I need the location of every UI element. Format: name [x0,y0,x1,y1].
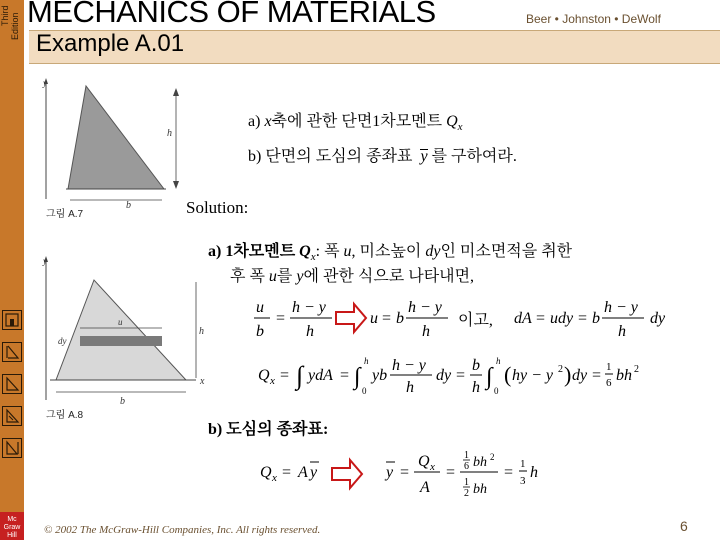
edition-label [0,0,22,44]
nav-last-button[interactable] [2,438,22,458]
svg-text:h: h [472,379,480,396]
svg-text:Q: Q [418,453,430,470]
nav-next-button[interactable] [2,406,22,426]
first-page-icon [3,343,21,361]
svg-text:=: = [592,367,602,384]
svg-text:=: = [456,367,466,384]
svg-text:h: h [406,379,414,396]
svg-text:b: b [592,310,600,327]
footer-copyright: © 2002 The McGraw-Hill Companies, Inc. All rights reserved. [44,524,321,536]
svg-text:bh: bh [473,455,487,470]
svg-text:h: h [496,356,501,366]
prev-page-icon [3,375,21,393]
header-title: MECHANICS OF MATERIALS [27,0,436,29]
svg-text:6: 6 [606,377,612,389]
svg-text:1: 1 [464,450,469,461]
svg-text:=: = [400,464,410,481]
svg-text:h: h [530,464,538,481]
fig-a7-label-h: h [167,128,172,139]
solution-a-text2: , 미소높이 [351,243,426,260]
solution-a-l2-3: 에 관한 식으로 나타내면, [303,268,475,285]
problem-a-sym: Q [446,113,458,130]
svg-text:=: = [382,310,392,327]
problem-b-sym: y [420,148,428,165]
svg-text:h: h [306,323,314,340]
equation-centroid [256,444,576,504]
svg-text:bh: bh [616,367,632,384]
svg-text:Q: Q [258,367,270,384]
solution-heading: Solution: [186,198,249,217]
svg-text:bh: bh [473,482,487,497]
svg-text:dy: dy [572,367,588,384]
problem-b-text: 단면의 도심의 종좌표 [265,148,413,165]
sidebar [0,0,24,540]
svg-text:=: = [578,310,588,327]
fig-a7-caption: 그림 A.7 [46,209,84,220]
svg-text:u: u [370,310,378,327]
equation-first-moment [254,350,654,400]
svg-text:=: = [504,464,514,481]
solution-part-a-line1 [208,238,572,263]
solution-part-b-label: b) 도심의 종좌표: [208,421,329,438]
svg-text:0: 0 [362,386,367,396]
figure-a7 [36,74,206,214]
fig-a7-label-y: y [43,78,47,88]
svg-text:2: 2 [558,364,563,375]
svg-text:h: h [618,323,626,340]
svg-text:x: x [272,472,277,484]
solution-a-l2-y: y [296,268,304,285]
svg-text:=: = [446,464,456,481]
svg-text:h: h [364,356,369,366]
svg-text:=: = [282,464,292,481]
problem-b-suffix: 를 구하여라. [431,148,517,165]
svg-text:3: 3 [520,475,526,487]
svg-text:dy: dy [436,367,452,384]
figure-a8 [36,250,216,420]
problem-part-a [248,108,463,133]
nav-first-button[interactable] [2,342,22,362]
solution-a-l2-u: u [268,268,277,285]
solution-a-dy: dy [425,243,441,260]
svg-text:(: ( [504,362,512,387]
svg-text:dy: dy [650,310,666,327]
edition-line2: Edition [10,12,20,40]
nav-home-button[interactable] [2,310,22,330]
svg-text:h − y: h − y [292,299,326,316]
example-title: Example A.01 [36,30,185,57]
svg-text:2: 2 [634,364,639,375]
svg-text:A: A [298,464,308,481]
problem-a-text: 축에 관한 단면1차모멘트 [271,113,447,130]
svg-text:A: A [420,479,430,496]
svg-text:1: 1 [464,477,469,488]
svg-text:6: 6 [464,461,469,472]
fig-a8-caption: 그림 A.8 [46,410,84,421]
svg-text:=: = [276,310,286,327]
svg-text:=: = [340,367,350,384]
nav-prev-button[interactable] [2,374,22,394]
svg-text:1: 1 [606,361,612,373]
page-number: 6 [680,518,688,534]
problem-b-prefix: b) [248,148,266,165]
solution-a-sym: Q [299,243,311,260]
solution-a-l2-1: 후 폭 [230,268,269,285]
svg-text:∫: ∫ [486,364,493,390]
svg-text:Q: Q [260,464,272,481]
svg-text:hy − y: hy − y [512,367,553,384]
svg-text:yb: yb [372,367,388,384]
fig-a8-label-y: y [43,256,47,266]
solution-a-sub: x [310,251,316,264]
solution-a-l2-2: 를 [276,268,297,285]
home-icon [3,311,21,329]
svg-text:b: b [256,323,264,340]
solution-a-u: u [343,243,352,260]
solution-a-colon: : [315,243,321,260]
svg-text:h − y: h − y [408,299,442,316]
fig-a8-label-h: h [199,326,204,337]
svg-text:2: 2 [464,488,469,499]
edition-line1: Third [0,5,10,26]
solution-a-text3: 인 미소면적을 취한 [440,243,573,260]
svg-text:h − y: h − y [392,357,426,374]
fig-a8-label-u: u [118,317,123,327]
svg-text:): ) [564,362,572,387]
svg-text:2: 2 [490,452,495,462]
header-authors: Beer • Johnston • DeWolf [526,12,661,26]
svg-text:dA: dA [514,310,532,327]
svg-text:x: x [430,461,435,473]
svg-text:y: y [310,464,318,481]
publisher-logo-text: Mc Graw Hill [3,516,21,539]
solution-a-label: a) 1차모멘트 [208,243,296,260]
fig-a7-label-b: b [126,200,131,211]
svg-text:b: b [396,310,404,327]
equation-width-relation [252,290,700,350]
problem-part-b [248,143,517,166]
connector-text: 이고, [458,312,493,329]
problem-a-var: x [264,113,272,130]
svg-text:∫: ∫ [296,361,304,390]
svg-text:h: h [422,323,430,340]
solution-a-text1: 폭 [320,243,344,260]
fig-a8-label-b: b [120,396,125,407]
fig-a8-label-x: x [200,376,205,387]
last-page-icon [3,439,21,457]
arrow-icon-2 [332,460,362,488]
svg-text:ydA: ydA [308,367,333,384]
svg-text:y: y [386,464,394,481]
svg-text:u: u [256,299,264,316]
solution-part-a-line2 [230,263,474,286]
next-page-icon [3,407,21,425]
svg-text:b: b [472,357,480,374]
problem-a-prefix: a) [248,113,265,130]
arrow-icon [336,304,366,332]
svg-text:0: 0 [494,386,499,396]
svg-text:udy: udy [550,310,574,327]
problem-a-sub: x [457,121,463,134]
svg-text:∫: ∫ [354,364,361,390]
fig-a8-label-dy: dy [58,336,67,346]
svg-text:=: = [280,367,290,384]
publisher-logo [0,512,24,540]
svg-text:1: 1 [520,458,526,470]
svg-text:h − y: h − y [604,299,638,316]
svg-text:x: x [270,375,275,387]
svg-text:=: = [536,310,546,327]
